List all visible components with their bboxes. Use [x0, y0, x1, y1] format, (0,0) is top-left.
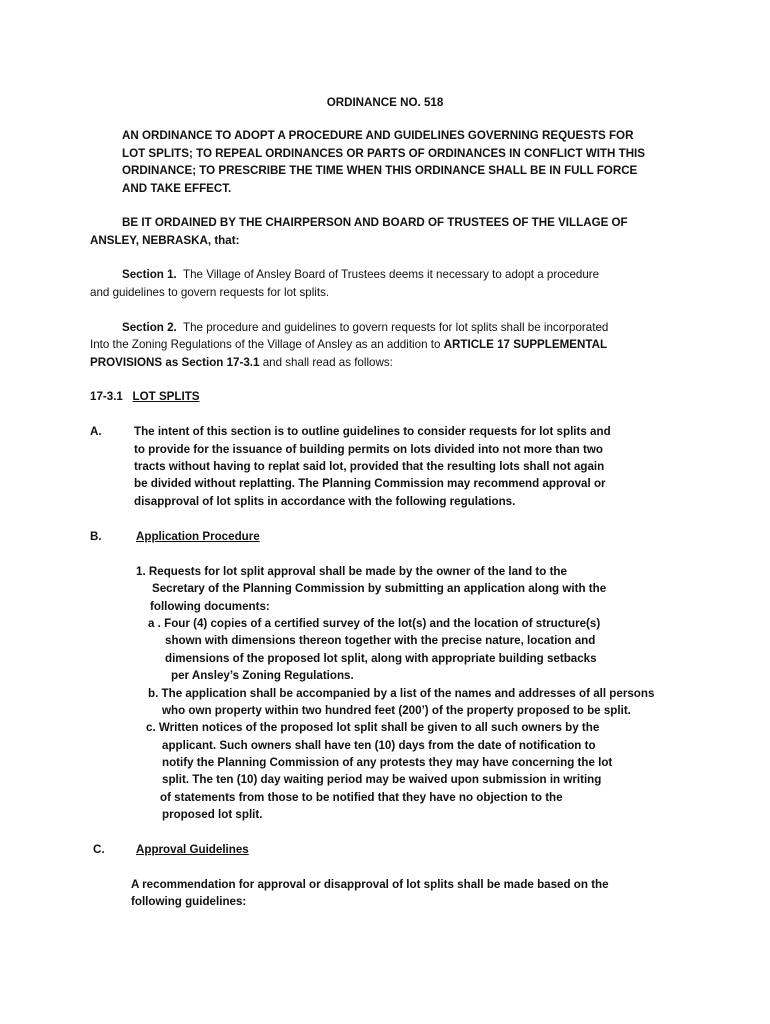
preamble-line: LOT SPLITS; TO REPEAL ORDINANCES OR PARTS OF ORDINANCES IN CONFLICT WITH THIS	[122, 147, 646, 160]
part-b-item-1: following documents:	[150, 600, 270, 613]
part-a-letter: A.	[90, 425, 102, 438]
preamble-line: AN ORDINANCE TO ADOPT A PROCEDURE AND GUIDELINES GOVERNING REQUESTS FOR	[122, 129, 634, 142]
part-a-line: to provide for the issuance of building permits on lots divided into not more than two	[134, 443, 603, 456]
part-b-subitem-c: split. The ten (10) day waiting period may be waived upon submission in writing	[162, 773, 602, 786]
part-a-line: disapproval of lot splits in accordance with the following regulations.	[134, 495, 516, 508]
section-2-text: The procedure and guidelines to govern requests for lot splits shall be incorporated	[183, 321, 609, 334]
part-b-subitem-a: shown with dimensions thereon together with the precise nature, location and	[165, 634, 596, 647]
part-b-subitem-a: a . Four (4) copies of a certified survey of the lot(s) and the location of structure(s)	[148, 617, 601, 630]
part-b-subitem-c: of statements from those to be notified that they have no objection to the	[160, 791, 563, 804]
section-1-label: Section 1.	[122, 268, 177, 281]
part-b-subitem-a: per Ansley’s Zoning Regulations.	[171, 669, 354, 682]
part-b-subitem-c: applicant. Such owners shall have ten (10) days from the date of notification to	[162, 739, 596, 752]
preamble-line: AND TAKE EFFECT.	[122, 182, 232, 195]
part-c-line: A recommendation for approval or disapproval of lot splits shall be made based on the	[131, 878, 609, 891]
part-b-subitem-c: c. Written notices of the proposed lot split shall be given to all such owners by the	[146, 721, 600, 734]
enacting-clause-line: BE IT ORDAINED BY THE CHAIRPERSON AND BOARD OF TRUSTEES OF THE VILLAGE OF	[122, 216, 628, 229]
section-1-text: The Village of Ansley Board of Trustees deems it necessary to adopt a procedure	[183, 268, 600, 281]
section-1-line	[122, 266, 599, 283]
part-b-heading: Application Procedure	[136, 530, 260, 543]
section-2-line	[90, 336, 607, 353]
part-b-letter: B.	[90, 530, 102, 543]
section-2-text: Into the Zoning Regulations of the Village of Ansley as an addition to	[90, 338, 444, 351]
part-c-letter: C.	[93, 843, 105, 856]
part-b-item-1: Secretary of the Planning Commission by submitting an application along with the	[152, 582, 607, 595]
part-a-line: be divided without replatting. The Planning Commission may recommend approval or	[134, 477, 606, 490]
part-c-heading: Approval Guidelines	[136, 843, 249, 856]
part-b-subitem-b: who own property within two hundred feet (200’) of the property proposed to be split.	[162, 704, 631, 717]
lot-splits-heading	[90, 388, 200, 405]
section-2-line	[90, 354, 393, 371]
section-1-line: and guidelines to govern requests for lot splits.	[90, 286, 330, 299]
heading-title: LOT SPLITS	[132, 390, 200, 403]
part-c-line: following guidelines:	[131, 895, 247, 908]
part-b-subitem-b: b. The application shall be accompanied by a list of the names and addresses of all persons	[148, 687, 655, 700]
article-reference: ARTICLE 17 SUPPLEMENTAL	[443, 338, 608, 351]
heading-number: 17-3.1	[90, 390, 123, 403]
part-a-line: The intent of this section is to outline guidelines to consider requests for lot splits and	[134, 425, 611, 438]
provisions-reference: PROVISIONS as Section 17-3.1	[90, 356, 260, 369]
preamble-line: ORDINANCE; TO PRESCRIBE THE TIME WHEN THIS ORDINANCE SHALL BE IN FULL FORCE	[122, 164, 638, 177]
part-b-subitem-c: notify the Planning Commission of any protests they may have concerning the lot	[162, 756, 613, 769]
part-b-subitem-a: dimensions of the proposed lot split, along with appropriate building setbacks	[165, 652, 597, 665]
part-b-item-1: 1. Requests for lot split approval shall be made by the owner of the land to the	[136, 565, 567, 578]
ordinance-title: ORDINANCE NO. 518	[326, 96, 444, 109]
section-2-label: Section 2.	[122, 321, 177, 334]
part-a-line: tracts without having to replat said lot, provided that the resulting lots shall not again	[134, 460, 605, 473]
section-2-line	[122, 319, 608, 336]
part-b-subitem-c: proposed lot split.	[162, 808, 263, 821]
enacting-clause-line: ANSLEY, NEBRASKA, that:	[90, 234, 240, 247]
section-2-text: and shall read as follows:	[259, 356, 393, 369]
